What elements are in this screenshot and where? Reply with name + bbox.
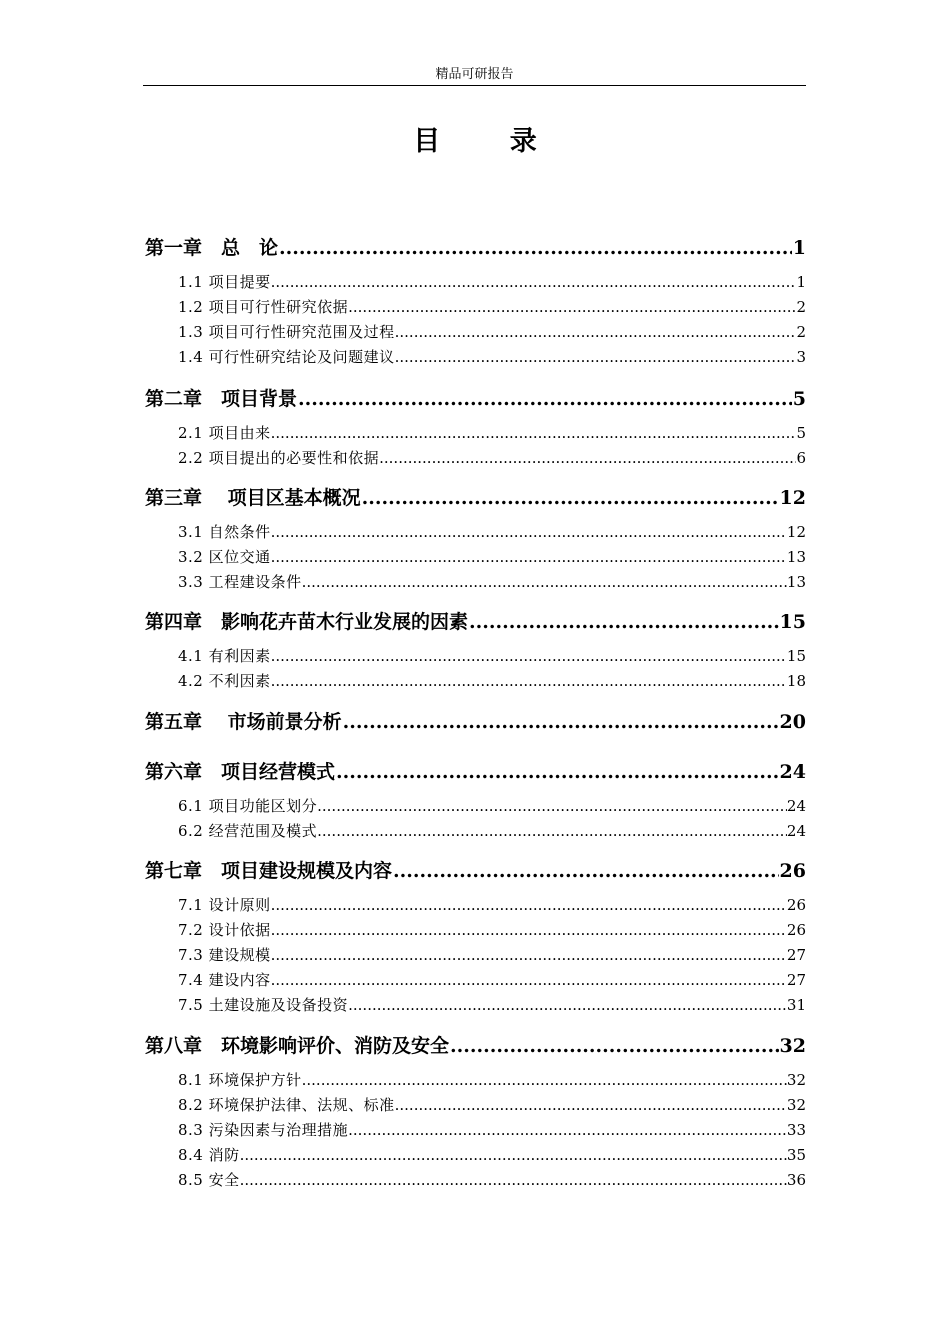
toc-leader-dots — [317, 795, 787, 817]
toc-section[interactable] — [145, 546, 806, 568]
toc-chapter[interactable] — [145, 608, 806, 636]
toc-page-number: 31 — [786, 996, 806, 1014]
toc-page-number: 3 — [796, 348, 806, 366]
toc-section[interactable] — [145, 994, 806, 1016]
toc-section[interactable] — [145, 645, 806, 667]
toc-leader-dots — [271, 422, 797, 444]
toc-page-number: 13 — [786, 548, 806, 566]
toc-leader-dots — [302, 571, 787, 593]
toc-section[interactable] — [145, 1069, 806, 1091]
toc-leader-dots — [362, 484, 779, 512]
toc-section-label: 4.1 有利因素 — [178, 647, 271, 665]
toc-page-number: 32 — [786, 1071, 806, 1089]
toc-page-number: 6 — [796, 449, 806, 467]
toc-page-number: 13 — [786, 573, 806, 591]
toc-page-number: 12 — [779, 487, 806, 509]
toc-chapter[interactable] — [145, 708, 806, 736]
toc-page-number: 2 — [796, 323, 806, 341]
toc-chapter-label: 第一章 总 论 — [145, 237, 279, 259]
toc-leader-dots — [469, 608, 779, 636]
toc-section-label: 2.1 项目由来 — [178, 424, 271, 442]
toc-section[interactable] — [145, 422, 806, 444]
toc-chapter-label: 第五章 市场前景分析 — [145, 711, 342, 733]
toc-page-number: 1 — [796, 273, 806, 291]
toc-leader-dots — [271, 969, 787, 991]
toc-section[interactable] — [145, 894, 806, 916]
toc-section[interactable] — [145, 1094, 806, 1116]
toc-page-number: 15 — [786, 647, 806, 665]
toc-chapter-label: 第四章 影响花卉苗木行业发展的因素 — [145, 611, 469, 633]
toc-leader-dots — [393, 857, 779, 885]
toc-section-label: 7.3 建设规模 — [178, 946, 271, 964]
toc-section-label: 6.2 经营范围及模式 — [178, 822, 318, 840]
toc-section[interactable] — [145, 670, 806, 692]
toc-section-label: 7.1 设计原则 — [178, 896, 271, 914]
toc-section-label: 7.4 建设内容 — [178, 971, 271, 989]
toc-page-number: 24 — [786, 797, 806, 815]
toc-chapter[interactable] — [145, 1032, 806, 1060]
toc-section[interactable] — [145, 571, 806, 593]
toc-section-label: 3.2 区位交通 — [178, 548, 271, 566]
toc-section-label: 1.3 项目可行性研究范围及过程 — [178, 323, 395, 341]
toc-section-label: 8.1 环境保护方针 — [178, 1071, 302, 1089]
toc-section[interactable] — [145, 1144, 806, 1166]
toc-page-number: 12 — [786, 523, 806, 541]
toc-leader-dots — [395, 321, 797, 343]
toc-leader-dots — [395, 1094, 787, 1116]
toc-page-number: 26 — [779, 860, 806, 882]
toc-section[interactable] — [145, 321, 806, 343]
toc-leader-dots — [343, 708, 779, 736]
toc-section-label: 8.4 消防 — [178, 1146, 240, 1164]
toc-section-label: 7.2 设计依据 — [178, 921, 271, 939]
toc-page-number: 24 — [786, 822, 806, 840]
toc-page-number: 32 — [779, 1035, 806, 1057]
toc-chapter-label: 第三章 项目区基本概况 — [145, 487, 361, 509]
toc-leader-dots — [271, 670, 787, 692]
toc-page-number: 26 — [786, 921, 806, 939]
toc-section-label: 1.4 可行性研究结论及问题建议 — [178, 348, 395, 366]
toc-page-number: 27 — [786, 971, 806, 989]
toc-chapter[interactable] — [145, 857, 806, 885]
toc-leader-dots — [240, 1169, 787, 1191]
toc-leader-dots — [271, 271, 797, 293]
toc-leader-dots — [271, 521, 787, 543]
toc-page-number: 32 — [786, 1096, 806, 1114]
toc-section[interactable] — [145, 1169, 806, 1191]
toc-page-number: 24 — [779, 761, 806, 783]
toc-leader-dots — [348, 994, 787, 1016]
toc-leader-dots — [450, 1032, 779, 1060]
toc-leader-dots — [302, 1069, 787, 1091]
toc-page-number: 5 — [796, 424, 806, 442]
toc-leader-dots — [271, 919, 787, 941]
toc-chapter-label: 第七章 项目建设规模及内容 — [145, 860, 393, 882]
toc-leader-dots — [348, 296, 796, 318]
toc-section-label: 6.1 项目功能区划分 — [178, 797, 318, 815]
toc-chapter[interactable] — [145, 484, 806, 512]
toc-section[interactable] — [145, 820, 806, 842]
toc-page-number: 27 — [786, 946, 806, 964]
toc-section-label: 1.1 项目提要 — [178, 273, 271, 291]
toc-section[interactable] — [145, 944, 806, 966]
toc-chapter[interactable] — [145, 758, 806, 786]
toc-page-number: 36 — [786, 1171, 806, 1189]
toc-section-label: 7.5 土建设施及设备投资 — [178, 996, 349, 1014]
toc-leader-dots — [240, 1144, 787, 1166]
toc-page-number: 33 — [786, 1121, 806, 1139]
toc-leader-dots — [279, 234, 792, 262]
toc-page-number: 20 — [779, 711, 806, 733]
toc-leader-dots — [271, 894, 787, 916]
toc-section-label: 8.3 污染因素与治理措施 — [178, 1121, 349, 1139]
toc-chapter-label: 第八章 环境影响评价、消防及安全 — [145, 1035, 450, 1057]
toc-section-label: 3.1 自然条件 — [178, 523, 271, 541]
toc-section-label: 3.3 工程建设条件 — [178, 573, 302, 591]
toc-section-label: 4.2 不利因素 — [178, 672, 271, 690]
toc-chapter[interactable] — [145, 234, 806, 262]
toc-leader-dots — [271, 944, 787, 966]
toc-page-number: 35 — [786, 1146, 806, 1164]
toc-page-number: 5 — [792, 388, 806, 410]
toc-leader-dots — [348, 1119, 787, 1141]
toc-section[interactable] — [145, 919, 806, 941]
toc-section[interactable] — [145, 346, 806, 368]
toc-section-label: 8.5 安全 — [178, 1171, 240, 1189]
toc-chapter-label: 第六章 项目经营模式 — [145, 761, 336, 783]
toc-page-number: 2 — [796, 298, 806, 316]
toc-section[interactable] — [145, 271, 806, 293]
toc-page-number: 1 — [792, 237, 806, 259]
toc-title: 目 录 — [413, 126, 567, 157]
toc-section-label: 1.2 项目可行性研究依据 — [178, 298, 349, 316]
toc-leader-dots — [271, 546, 787, 568]
toc-leader-dots — [317, 820, 787, 842]
toc-section[interactable] — [145, 1119, 806, 1141]
toc-leader-dots — [271, 645, 787, 667]
toc-section-label: 2.2 项目提出的必要性和依据 — [178, 449, 380, 467]
toc-chapter[interactable] — [145, 385, 806, 413]
toc-section-label: 8.2 环境保护法律、法规、标准 — [178, 1096, 395, 1114]
header-rule — [143, 85, 806, 86]
toc-page-number: 18 — [786, 672, 806, 690]
toc-section[interactable] — [145, 969, 806, 991]
toc-leader-dots — [336, 758, 779, 786]
toc-chapter-label: 第二章 项目背景 — [145, 388, 298, 410]
page-header: 精品可研报告 — [435, 67, 514, 82]
toc-leader-dots — [395, 346, 797, 368]
toc-section[interactable] — [145, 447, 806, 469]
toc-section[interactable] — [145, 296, 806, 318]
toc-leader-dots — [298, 385, 792, 413]
toc-section[interactable] — [145, 795, 806, 817]
toc-page-number: 26 — [786, 896, 806, 914]
toc-leader-dots — [379, 447, 796, 469]
toc-section[interactable] — [145, 521, 806, 543]
toc-page-number: 15 — [779, 611, 806, 633]
